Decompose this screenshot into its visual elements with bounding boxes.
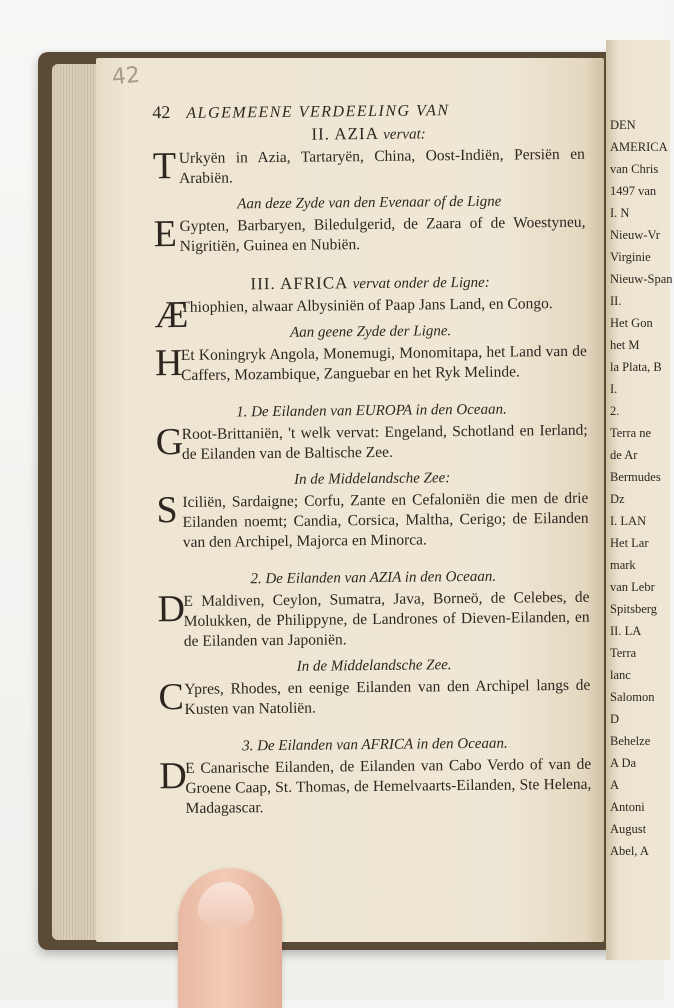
section-title: 3. De Eilanden van AFRICA in den Oceaan. — [242, 735, 508, 755]
right-page-fragment: Het Gon — [610, 316, 653, 330]
right-page-fragments — [610, 116, 674, 864]
paragraph-text: Ypres, Rhodes, en eenige Eilanden van den Archipel langs de Kusten van Natoliën. — [184, 676, 591, 718]
right-page-fragment: I. N — [610, 206, 630, 220]
paragraph-text: Thiophien, alwaar Albysiniën of Paap Jans Land, en Congo. — [180, 295, 553, 316]
right-page-fragment: van Chris — [610, 162, 659, 176]
section-title: 1. De Eilanden van EUROPA in den Oceaan. — [236, 401, 507, 421]
paragraph — [155, 342, 587, 387]
paragraph-text: E Maldiven, Ceylon, Sumatra, Java, Borneö, de Celebes, de Molukken, de Philippyne, de Landrones of Dieven-Eilanden, en de Eilanden van Japoniën. — [183, 588, 590, 650]
paragraph-text: Root-Brittaniën, 't welk vervat: Engeland, Schotland en Ierland; de Eilanden van de Baltische Zee. — [181, 421, 588, 463]
paragraph-text: Iciliën, Sardaigne; Corfu, Zante en Cefaloniën die men de drie Eilanden noemt; Candia, Corsica, Maltha, Cerigo; de Eilanden van den Archipel, Majorca en Minorca. — [182, 489, 589, 551]
right-page-fragment: Bermudes — [610, 470, 661, 484]
right-page-fragment: lanc — [610, 668, 631, 682]
drop-cap: E — [153, 213, 178, 256]
paragraph-text: E Canarische Eilanden, de Eilanden van Cabo Verdo of van de Groene Caap, St. Thomas, de Hemelvaarts-Eilanden, Ste Helena, Madagascar. — [185, 755, 592, 817]
right-page-fragment: II. LA — [610, 624, 642, 638]
subheading: In de Middelandsche Zee: — [293, 470, 451, 488]
drop-cap: S — [156, 489, 178, 532]
right-page-fragment: Nieuw-Span — [610, 272, 673, 286]
paragraph-text: Et Koningryk Angola, Monemugi, Monomitapa, het Land van de Caffers, Mozambique, Zanguebar en het Ryk Melinde. — [180, 342, 587, 384]
paragraph — [156, 421, 588, 466]
paragraph-text: Urkyën in Azia, Tartaryën, China, Oost-Indiën, Persiën en Arabiën. — [178, 145, 585, 188]
drop-cap: H — [154, 341, 183, 385]
right-page-fragment: I. — [610, 382, 618, 396]
right-page — [606, 40, 673, 960]
right-page-fragment: Dz — [610, 492, 625, 506]
paragraph — [153, 213, 585, 258]
right-page-fragment: mark — [610, 558, 636, 572]
right-page-fragment: Salomon — [610, 690, 655, 704]
paragraph-text: Gypten, Barbaryen, Biledulgerid, de Zaara of de Woestyneu, Nigritiën, Guinea en Nubiën. — [179, 213, 586, 256]
right-page-fragment: Terra — [610, 646, 637, 660]
section-title — [154, 271, 586, 297]
right-page-fragment: van Lebr — [610, 580, 655, 594]
right-page-fragment: Antoni — [610, 800, 645, 814]
subheading: Aan deze Zyde van den Evenaar of de Ligne — [237, 193, 502, 213]
paragraph — [156, 489, 589, 554]
drop-cap: D — [159, 754, 187, 798]
subheading: Aan geene Zyde der Ligne. — [289, 323, 452, 341]
right-page-fragment: Virginie — [610, 250, 651, 264]
right-page-fragment: DEN — [610, 118, 636, 132]
right-page-fragment: 2. — [610, 404, 620, 418]
paragraph — [157, 588, 590, 653]
section-title — [152, 122, 584, 148]
section-title-main: II. AZIA — [311, 123, 379, 144]
drop-cap: G — [155, 420, 184, 464]
section-title-main: III. AFRICA — [250, 273, 348, 294]
left-page-text — [152, 98, 592, 825]
right-page-fragment: II. — [610, 294, 622, 308]
page-number: 42 — [152, 102, 171, 123]
running-title: ALGEMEENE VERDEELING VAN — [186, 102, 450, 122]
page-header — [152, 98, 584, 125]
paragraph — [158, 676, 590, 721]
right-page-fragment: la Plata, B — [610, 360, 662, 374]
finger — [178, 868, 282, 1008]
pencil-page-note: 42 — [110, 62, 142, 91]
section-title-suffix: vervat: — [383, 126, 426, 143]
right-page-fragment: Spitsberg — [610, 602, 657, 616]
section-title: 2. De Eilanden van AZIA in den Oceaan. — [250, 568, 497, 588]
right-page-fragment: AMERICA — [610, 140, 668, 154]
right-page-fragment: 1497 van — [610, 184, 657, 198]
drop-cap: Æ — [154, 293, 189, 337]
right-page-fragment: Het Lar — [610, 536, 649, 550]
paragraph — [153, 145, 585, 190]
paragraph — [159, 755, 592, 820]
right-page-fragment: I. LAN — [610, 514, 647, 528]
fingernail — [198, 882, 254, 926]
subheading: In de Middelandsche Zee. — [296, 657, 452, 675]
drop-cap: D — [157, 587, 186, 631]
right-page-fragment: Terra ne — [610, 426, 652, 440]
right-page-fragment: A — [610, 778, 620, 792]
right-page-fragment: de Ar — [610, 448, 638, 462]
right-page-fragment: het M — [610, 338, 640, 352]
right-page-fragment: August — [610, 822, 647, 836]
right-page-fragment: Abel, A — [610, 844, 649, 858]
section-title-suffix: vervat onder de Ligne: — [352, 274, 490, 293]
right-page-fragment: D — [610, 712, 620, 726]
drop-cap: T — [152, 145, 177, 188]
right-page-fragment: Nieuw-Vr — [610, 228, 660, 242]
right-page-fragment: A Da — [610, 756, 637, 770]
drop-cap: C — [158, 675, 185, 719]
right-page-fragment: Behelze — [610, 734, 651, 748]
